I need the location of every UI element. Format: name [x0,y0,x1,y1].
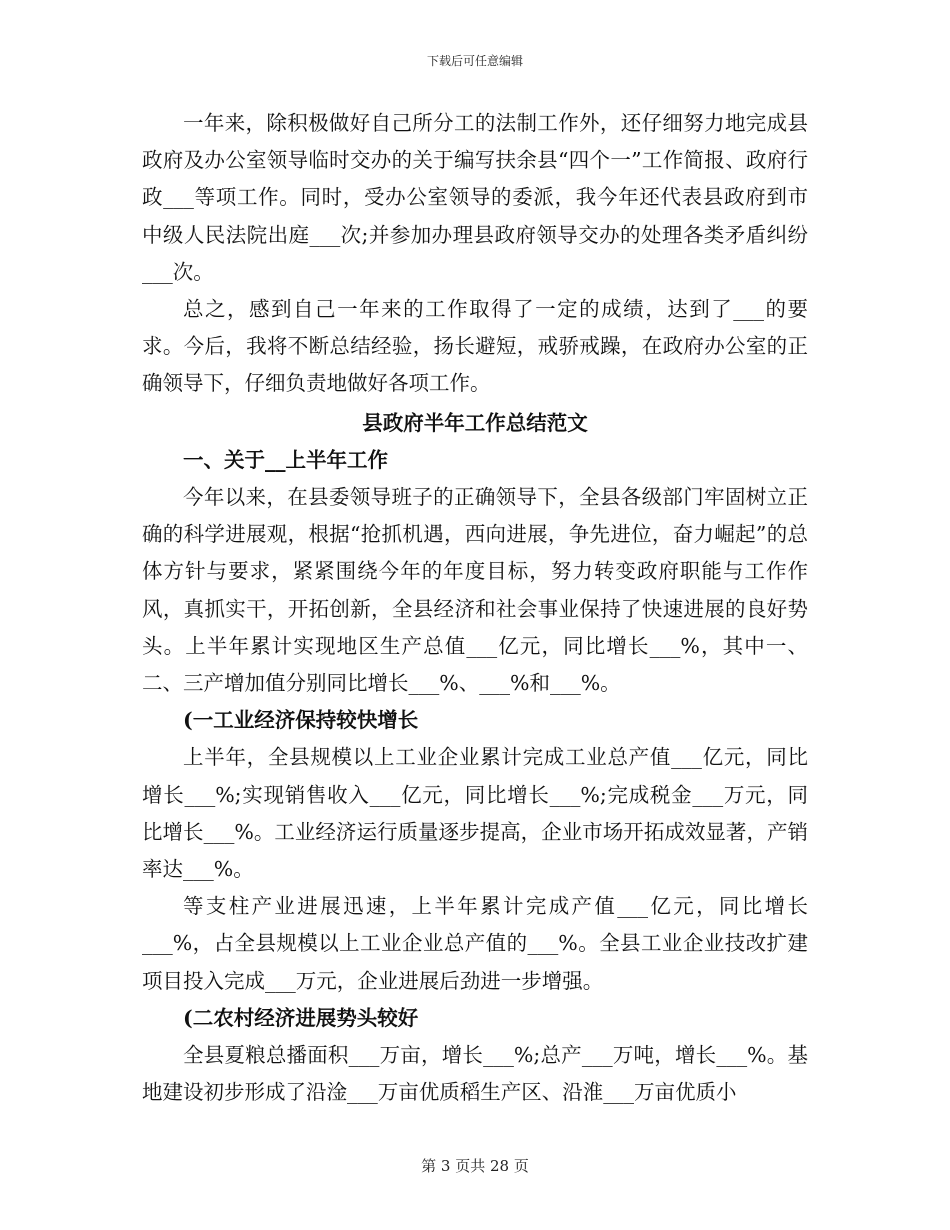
paragraph-legal-work: 一年来，除积极做好自己所分工的法制工作外，还仔细努力地完成县政府及办公室领导临时交办的关于编写扶余县“四个一”工作简报、政府行政___等项工作。同时，受办公室领导的委派，我今年还代表县政府到市中级人民法院出庭___次;并参加办理县政府领导交办的处理各类矛盾纠纷___次。 [142,111,808,284]
paragraph-industry: 上半年，全县规模以上工业企业累计完成工业总产值___亿元，同比增长___%;实现销售收入___亿元，同比增长___%;完成税金___万元，同比增长___%。工业经济运行质量逐步提高，企业市场开拓成效显著，产销率达___%。 [142,745,808,882]
paragraph-agriculture: 全县夏粮总播面积___万亩，增长___%;总产___万吨，增长___%。基地建设初步形成了沿淦___万亩优质稻生产区、沿淮___万亩优质小 [142,1043,808,1105]
paragraph-pillar-industry: 等支柱产业进展迅速，上半年累计完成产值___亿元，同比增长___%，占全县规模以上工业企业总产值的___%。全县工业企业技改扩建项目投入完成___万元，企业进展后劲进一步增强。 [142,894,808,993]
document-title: 县政府半年工作总结范文 [362,410,588,435]
document-body [142,105,808,1111]
page-header: 下载后可任意编辑 [426,54,523,68]
subsection-heading-industry: (一工业经济保持较快增长 [183,708,419,733]
subsection-heading-agriculture: (二农村经济进展势头较好 [183,1005,419,1030]
paragraph-overview: 今年以来，在县委领导班子的正确领导下，全县各级部门牢固树立正确的科学进展观，根据“抢抓机遇，西向进展，争先进位，奋力崛起”的总体方针与要求，紧紧围绕今年的年度目标，努力转变政府职能与工作作风，真抓实干，开拓创新，全县经济和社会事业保持了快速进展的良好势头。上半年累计实现地区生产总值___亿元，同比增长___%，其中一、二、三产增加值分别同比增长___%、___%和___%。 [142,485,808,696]
page-footer: 第 3 页共 28 页 [421,1157,529,1175]
section-heading-1: 一、关于__上半年工作 [183,447,388,472]
paragraph-summary: 总之，感到自己一年来的工作取得了一定的成绩，达到了___的要求。今后，我将不断总结经验，扬长避短，戒骄戒躁，在政府办公室的正确领导下，仔细负责地做好各项工作。 [142,297,808,396]
